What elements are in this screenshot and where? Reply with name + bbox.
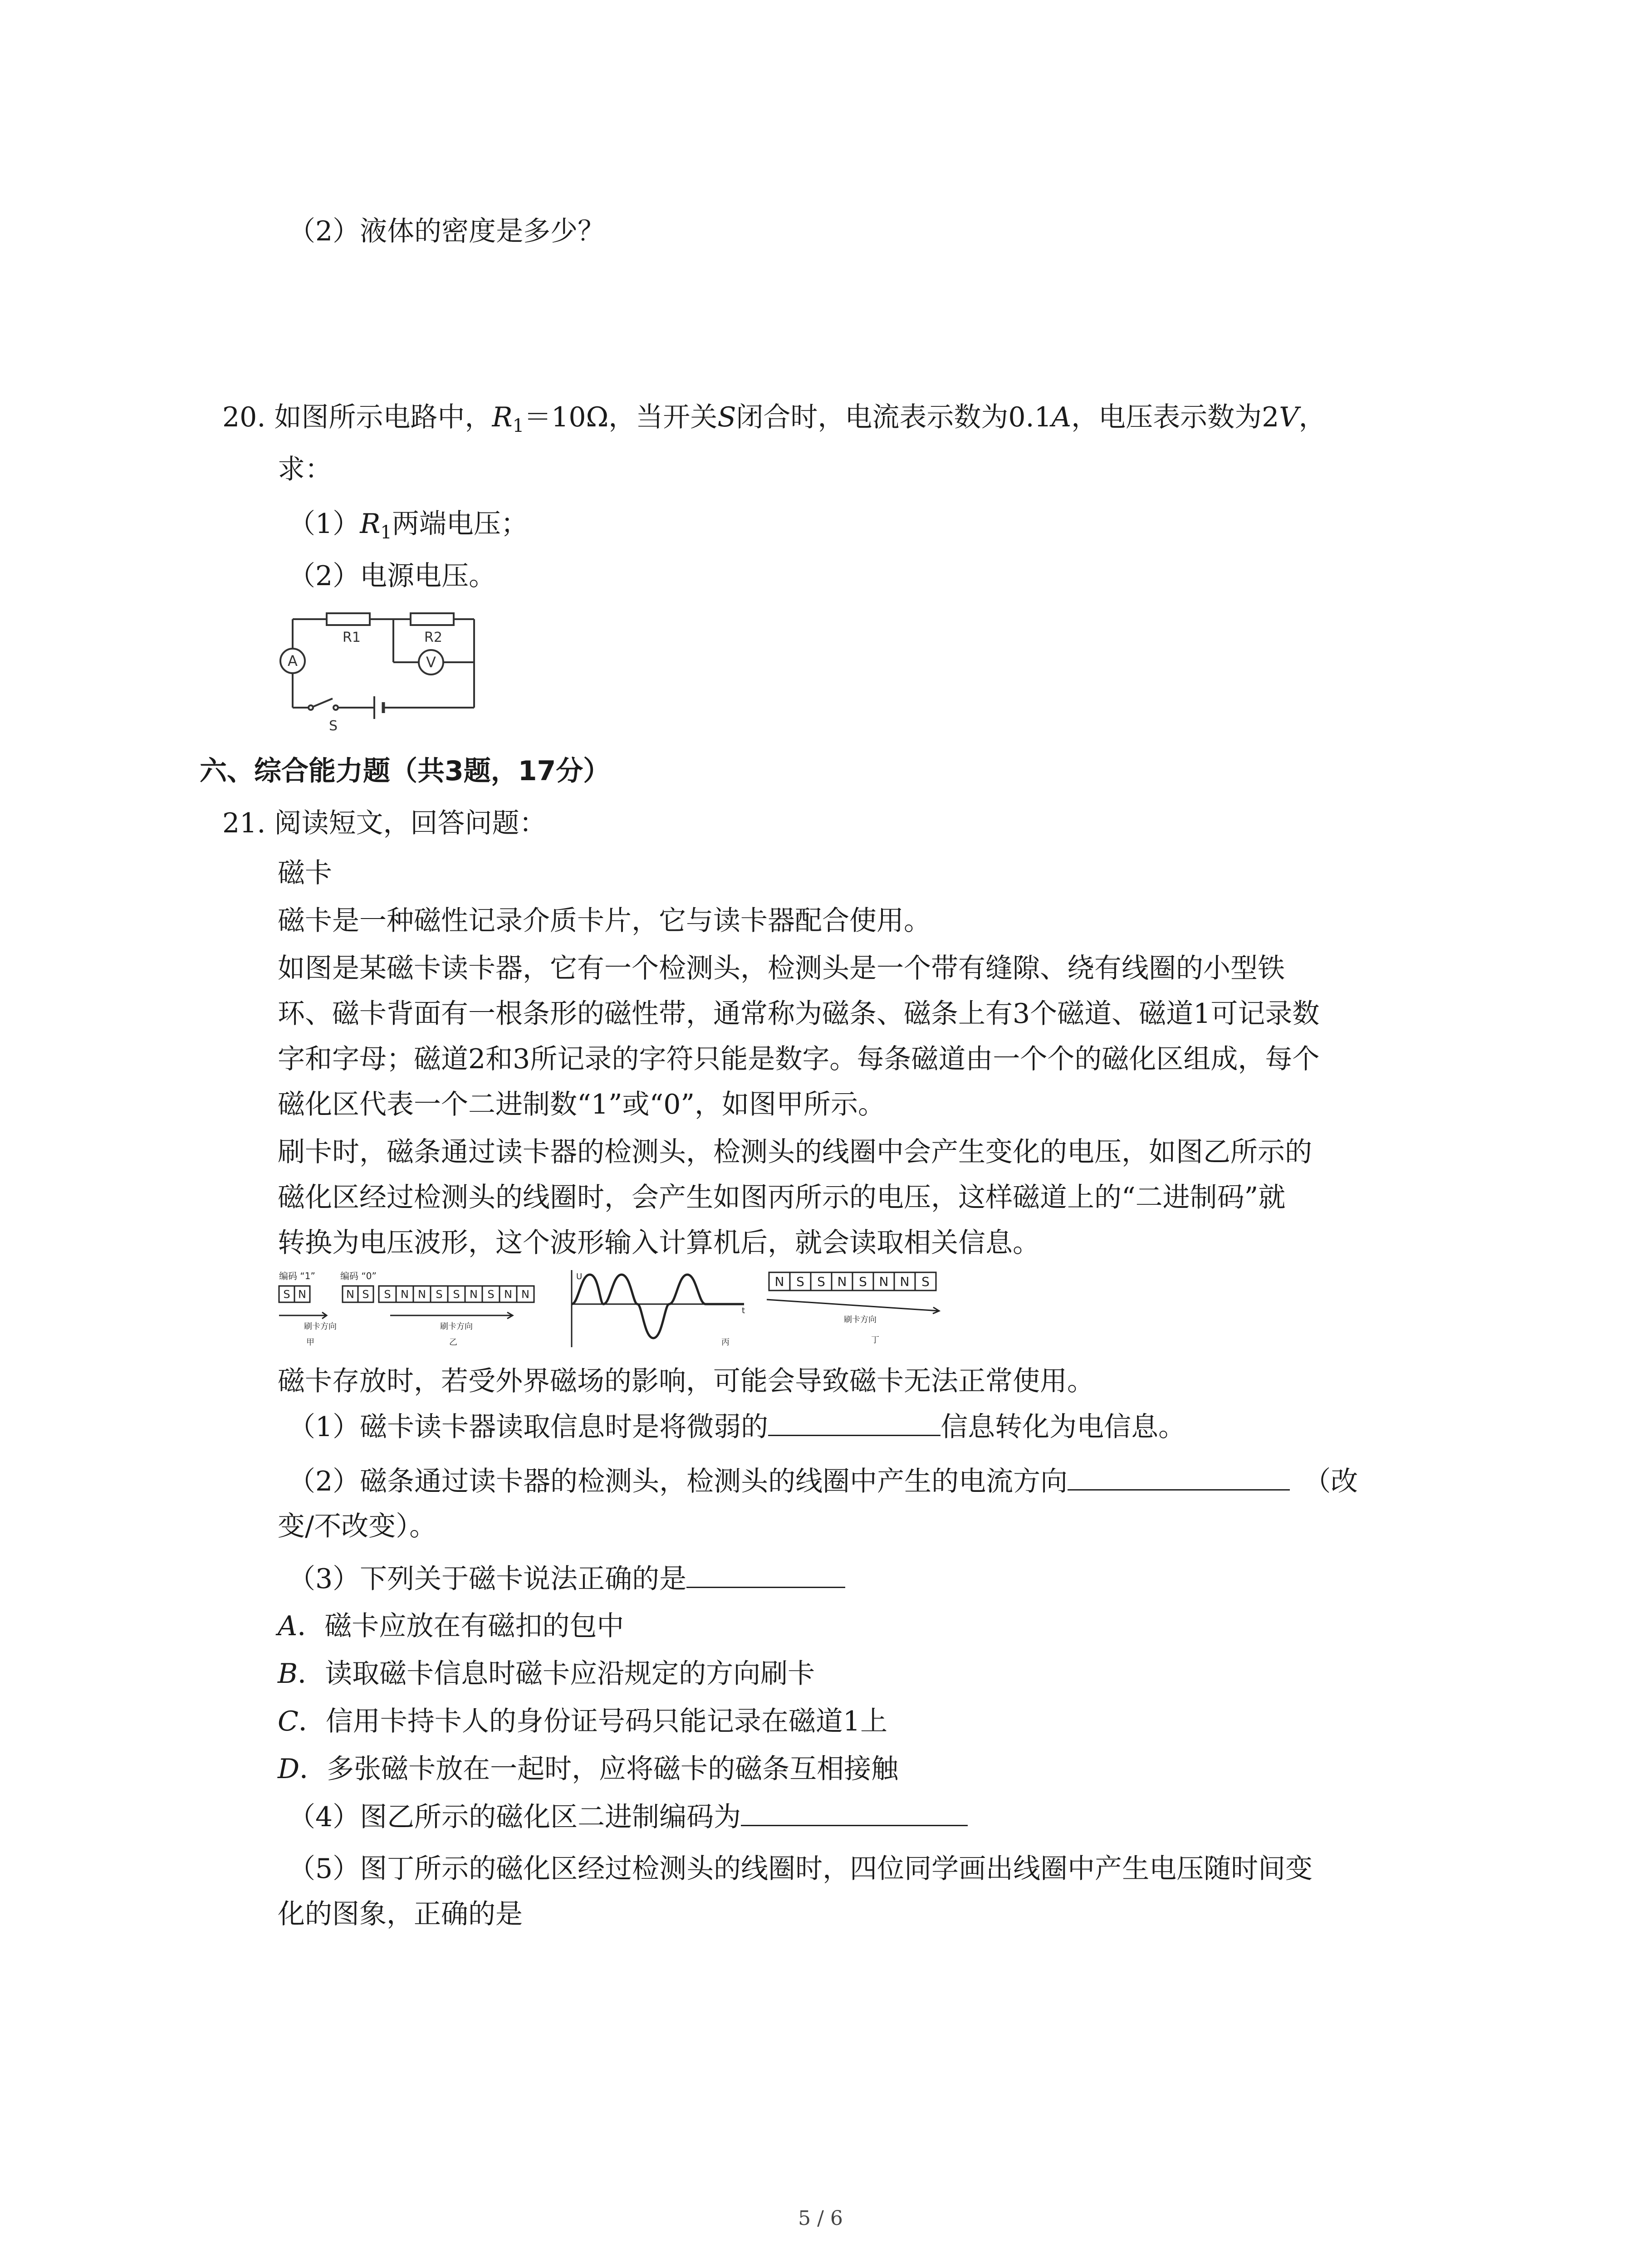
q21-sub3: （3）下列关于磁卡说法正确的是	[288, 1560, 845, 1597]
page-number: 5 / 6	[798, 2207, 843, 2230]
svg-text:A	[288, 652, 298, 670]
answer-blank-1[interactable]	[768, 1408, 941, 1436]
option-a: A．磁卡应放在有磁扣的包中	[278, 1610, 624, 1642]
q21-p2-l1: 如图是某磁卡读卡器，它有一个检测头，检测头是一个带有缝隙、绕有线圈的小型铁	[278, 953, 1285, 984]
yi-magnet-pole-label: N	[504, 1288, 512, 1301]
axis-t-label: t	[742, 1306, 745, 1315]
section-6-title: 六、综合能力题（共3题，17分）	[200, 755, 611, 787]
q21-p1: 磁卡是一种磁性记录介质卡片，它与读卡器配合使用。	[278, 905, 931, 937]
label-yi: 乙	[449, 1338, 457, 1347]
svg-text:t	[742, 1306, 745, 1315]
yi-magnet-pole-label: N	[401, 1288, 409, 1301]
svg-text:乙	[449, 1338, 457, 1347]
r1-label: R1	[343, 630, 361, 645]
label-jia: 甲	[306, 1338, 314, 1347]
code0-label: 编码 “0”	[340, 1271, 377, 1281]
svg-text:甲	[306, 1338, 314, 1347]
option-d: D．多张磁卡放在一起时，应将磁卡的磁条互相接触	[278, 1753, 899, 1785]
yi-magnet-pole-label: S	[384, 1288, 391, 1301]
ding-magnet-pole-label: N	[879, 1274, 889, 1290]
fig-yi-magnets	[379, 1286, 534, 1302]
direction-label-ding: 刷卡方向	[844, 1315, 877, 1325]
q21-p4: 磁卡存放时，若受外界磁场的影响，可能会导致磁卡无法正常使用。	[278, 1365, 1094, 1397]
q20-part1: $(1)R_1$两端电压；	[288, 508, 528, 543]
svg-text:刷卡方向	[304, 1322, 337, 1331]
yi-magnet-pole-label: N	[470, 1288, 478, 1301]
direction-label-yi: 刷卡方向	[440, 1322, 473, 1331]
q21-p2-l4: 磁化区代表一个二进制数“1”或“0”，如图甲所示。	[278, 1089, 886, 1120]
svg-text:丁	[871, 1335, 879, 1345]
answer-blank-2[interactable]	[1068, 1463, 1290, 1491]
yi-magnet-pole-label: N	[521, 1288, 529, 1301]
fig-ding-magnets	[769, 1272, 936, 1290]
option-c: C．信用卡持卡人的身份证号码只能记录在磁道1上	[278, 1706, 888, 1737]
axis-u-label: U	[576, 1272, 583, 1281]
code1-label: 编码 “1”	[279, 1271, 315, 1281]
svg-text:丙	[721, 1338, 730, 1347]
code0-magnets	[343, 1286, 373, 1302]
q21-p2-l3: 字和字母；磁道2和3所记录的字符只能是数字。每条磁道由一个个的磁化区组成，每个	[278, 1043, 1320, 1075]
circuit-diagram	[274, 603, 481, 733]
code1-magnets	[279, 1286, 310, 1302]
q21-sub2-cont: 变/不改变）。	[278, 1510, 437, 1542]
r2-label: R2	[424, 630, 442, 645]
yi-magnet-pole-label: N	[418, 1288, 426, 1301]
q21-sub2: （2）磁条通过读卡器的检测头，检测头的线圈中产生的电流方向 （改	[288, 1463, 1358, 1500]
q21-p2-l2: 环、磁卡背面有一根条形的磁性带，通常称为磁条、磁条上有3个磁道、磁道1可记录数	[278, 998, 1320, 1030]
yi-magnet-pole-label: S	[487, 1288, 495, 1301]
answer-blank-3[interactable]	[686, 1560, 845, 1588]
svg-text:V	[426, 654, 436, 671]
q20-line2: 求：	[278, 454, 332, 485]
q21-sub1: （1）磁卡读卡器读取信息时是将微弱的 信息转化为电信息。	[288, 1408, 1185, 1445]
magstripe-figure	[277, 1266, 998, 1356]
q21-sub5-l2: 化的图象，正确的是	[278, 1898, 523, 1930]
q19-part2: （2）液体的密度是多少？	[288, 215, 605, 247]
q21-sub5-l1: （5）图丁所示的磁化区经过检测头的线圈时，四位同学画出线圈中产生电压随时间变	[288, 1853, 1313, 1885]
svg-text:编码 “1”	[279, 1271, 315, 1281]
svg-text:U	[576, 1272, 582, 1281]
ding-magnet-pole-label: N	[837, 1274, 847, 1290]
resistor-r2	[411, 613, 454, 625]
svg-text:S	[329, 718, 338, 733]
code1-magnet-pole-label: N	[298, 1288, 306, 1301]
label-ding: 丁	[871, 1335, 879, 1345]
svg-text:编码 “0”	[340, 1271, 377, 1281]
ding-magnet-pole-label: S	[859, 1274, 867, 1290]
q21-p3-l1: 刷卡时，磁条通过读卡器的检测头，检测头的线圈中会产生变化的电压，如图乙所示的	[278, 1136, 1312, 1168]
q21-sub4: （4）图乙所示的磁化区二进制编码为	[288, 1799, 968, 1835]
code0-magnet-pole-label: N	[346, 1288, 354, 1301]
ding-magnet-pole-label: S	[921, 1274, 930, 1290]
resistor-r1	[327, 613, 370, 625]
yi-magnet-pole-label: S	[436, 1288, 443, 1301]
voltage-waveform-bing	[572, 1270, 744, 1347]
svg-text:R2	[424, 630, 442, 645]
yi-magnet-pole-label: S	[453, 1288, 460, 1301]
ding-magnet-pole-label: S	[796, 1274, 804, 1290]
q21-p3-l3: 转换为电压波形，这个波形输入计算机后，就会读取相关信息。	[278, 1227, 1040, 1259]
q20-number: 20.	[222, 401, 266, 433]
q21-intro: 21. 阅读短文，回答问题：	[222, 807, 547, 839]
code0-magnet-pole-label: S	[362, 1288, 369, 1301]
switch	[313, 699, 333, 707]
q20-part2: （2）电源电压。	[288, 560, 496, 592]
label-bing: 丙	[721, 1338, 730, 1347]
direction-label-jia: 刷卡方向	[304, 1322, 337, 1331]
answer-blank-4[interactable]	[741, 1799, 968, 1826]
svg-text:刷卡方向	[440, 1322, 473, 1331]
q21-number: 21.	[222, 807, 266, 839]
code1-magnet-pole-label: S	[283, 1288, 290, 1301]
direction-arrow-ding	[767, 1300, 939, 1311]
option-b: B．读取磁卡信息时磁卡应沿规定的方向刷卡	[278, 1658, 815, 1690]
ding-magnet-pole-label: N	[900, 1274, 910, 1290]
svg-text:R1	[343, 630, 361, 645]
ding-magnet-pole-label: S	[817, 1274, 825, 1290]
ding-magnet-pole-label: N	[774, 1274, 784, 1290]
q21-title: 磁卡	[278, 857, 332, 889]
q20-line1: 20. 如图所示电路中，$R_1=10\Omega$，当开关S闭合时，电流表示数为0.1A，电压表示数为2V，	[222, 401, 1326, 436]
ammeter-label: A	[288, 652, 298, 670]
switch-label: S	[329, 718, 338, 733]
voltmeter-label: V	[426, 654, 436, 671]
svg-text:刷卡方向	[844, 1315, 877, 1325]
q21-p3-l2: 磁化区经过检测头的线圈时，会产生如图丙所示的电压，这样磁道上的“二进制码”就	[278, 1182, 1286, 1213]
